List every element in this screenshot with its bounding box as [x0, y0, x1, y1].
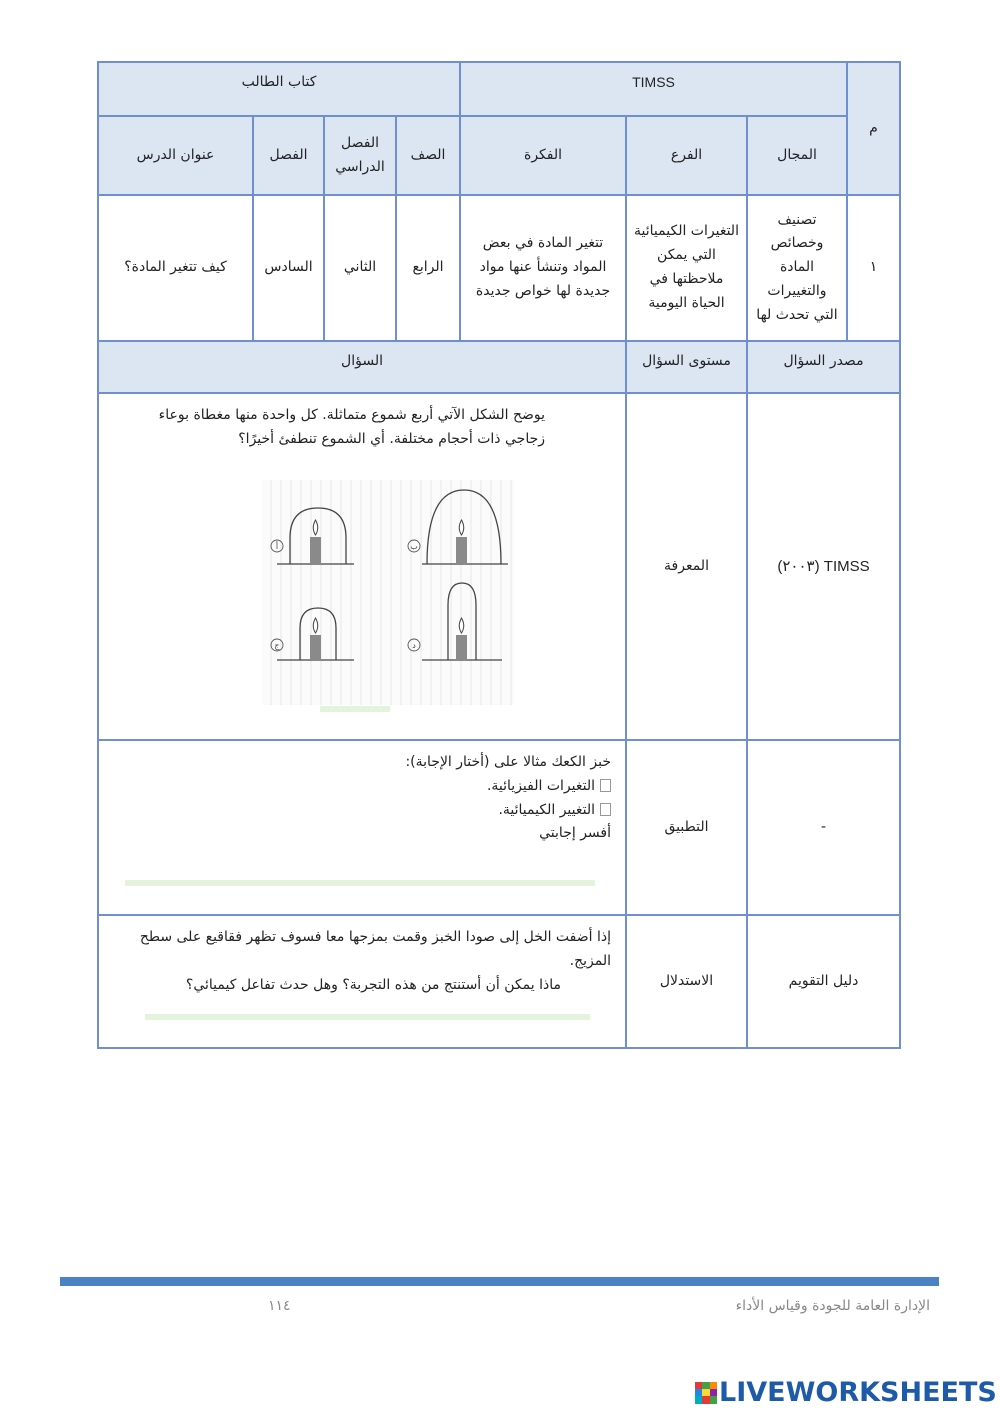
q3-question [97, 914, 627, 1049]
liveworksheets-brand: LIVEWORKSHEETS [719, 1377, 997, 1408]
row1-domain: تصنيف وخصائص المادة والتغييرات التي تحدث لها [746, 194, 848, 342]
footer-org: الإدارة العامة للجودة وقياس الأداء [735, 1298, 930, 1314]
candles-diagram [262, 480, 514, 705]
q2-line1: خبز الكعك مثالا على (أختار الإجابة): [405, 754, 611, 770]
faint-mark [320, 706, 390, 712]
col-semester: الفصل الدراسي [323, 115, 397, 196]
candles-figure [262, 480, 514, 705]
col-chapter: الفصل [252, 115, 325, 196]
qheader-level: مستوى السؤال [625, 340, 748, 394]
header-student-book: كتاب الطالب [97, 61, 461, 117]
row1-num: ١ [846, 194, 901, 342]
row1-lesson: كيف تتغير المادة؟ [97, 194, 254, 342]
q1-source: TIMSS (٢٠٠٣) [746, 392, 901, 741]
q2-source: - [746, 739, 901, 916]
row1-grade: الرابع [395, 194, 461, 342]
q3-source: دليل التقويم [746, 914, 901, 1049]
candle-label-d: د [412, 641, 416, 650]
q1-line2: زجاجي ذات أحجام مختلفة. أي الشموع تنطفئ أخيرًا؟ [238, 430, 545, 447]
q2-option-physical[interactable] [405, 775, 611, 799]
q1-line1: يوضح الشكل الآتي أربع شموع متماثلة. كل واحدة منها مغطاة بوعاء [158, 407, 545, 423]
candle-label-a: أ [275, 542, 279, 551]
col-lesson-title: عنوان الدرس [97, 115, 254, 196]
q2-line4: أفسر إجابتي [539, 825, 611, 842]
col-domain: المجال [746, 115, 848, 196]
q2-option-chemical-label: التغيير الكيميائية. [498, 801, 595, 818]
row1-semester: الثاني [323, 194, 397, 342]
col-grade: الصف [395, 115, 461, 196]
q2-level: التطبيق [625, 739, 748, 916]
checkbox-icon[interactable] [600, 803, 611, 816]
qheader-source: مصدر السؤال [746, 340, 901, 394]
q3-level: الاستدلال [625, 914, 748, 1049]
row1-chapter: السادس [252, 194, 325, 342]
q1-level: المعرفة [625, 392, 748, 741]
header-num: م [846, 61, 901, 196]
candle-label-b: ب [410, 542, 418, 551]
row1-idea: تتغير المادة في بعض المواد وتنشأ عنها مواد جديدة لها خواص جديدة [459, 194, 627, 342]
q2-question [97, 739, 627, 916]
q3-line1: إذا أضفت الخل إلى صودا الخبز وقمت بمزجها معا فسوف تظهر فقاقيع على سطح المزيج. [139, 929, 611, 969]
qheader-question: السؤال [97, 340, 627, 394]
q2-option-chemical[interactable] [405, 799, 611, 823]
header-timss: TIMSS [459, 61, 848, 117]
col-branch: الفرع [625, 115, 748, 196]
col-idea: الفكرة [459, 115, 627, 196]
liveworksheets-logo [695, 1377, 997, 1408]
faint-mark [145, 1014, 590, 1020]
faint-mark [125, 880, 595, 886]
footer-bar [60, 1277, 939, 1286]
q3-line2: ماذا يمكن أن أستنتج من هذه التجربة؟ وهل حدث تفاعل كيميائي؟ [185, 976, 561, 993]
candle-label-c: ج [274, 641, 280, 650]
liveworksheets-icon [695, 1382, 717, 1404]
row1-branch: التغيرات الكيميائية التي يمكن ملاحظتها في الحياة اليومية [625, 194, 748, 342]
q2-option-physical-label: التغيرات الفيزيائية. [486, 777, 595, 794]
page-number: ١١٤ [268, 1298, 291, 1314]
checkbox-icon[interactable] [600, 779, 611, 792]
